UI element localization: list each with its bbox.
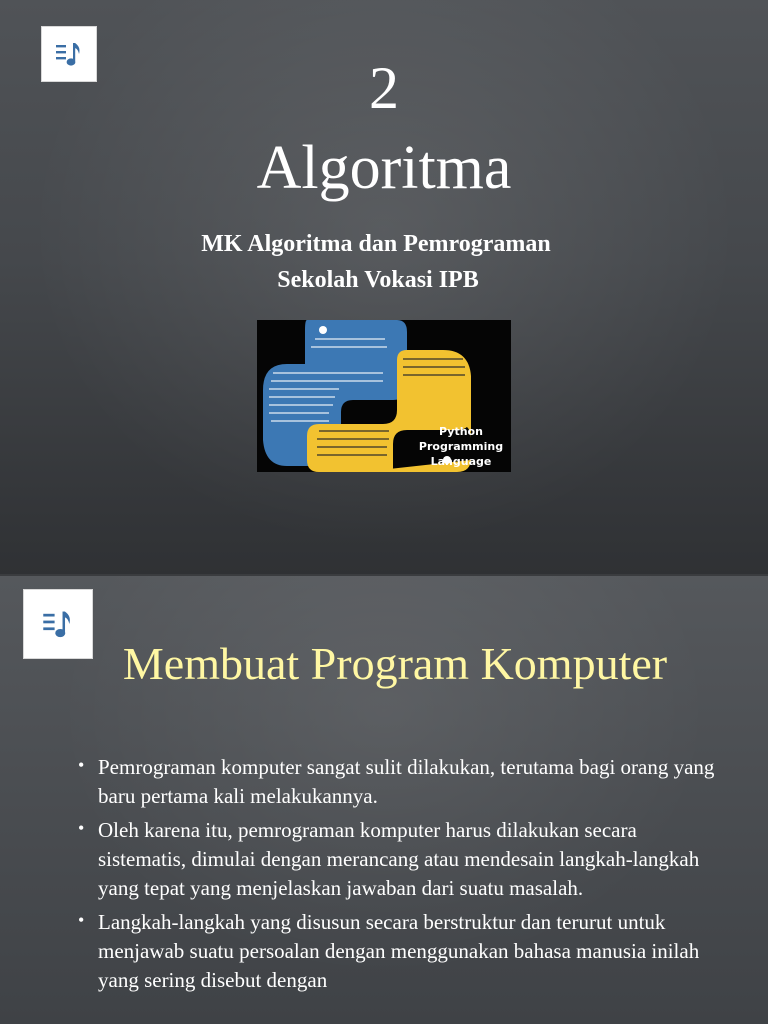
bullet-icon: • (78, 755, 85, 775)
slide-number: 2 (369, 55, 399, 121)
bullet-item: • Langkah-langkah yang disusun secara berstruktur dan terurut untuk menjawab suatu persoalan dengan menggunakan bahasa manusia inilah yang sering disebut dengan (76, 908, 716, 995)
bullet-icon: • (78, 910, 85, 930)
bullet-list (76, 753, 716, 1000)
bullet-item: • Pemrograman komputer sangat sulit dilakukan, terutama bagi orang yang baru pertama kali melakukannya. (76, 753, 716, 811)
slide-title: Membuat Program Komputer (122, 638, 668, 689)
python-logo-image (257, 320, 511, 472)
bullet-item: • Oleh karena itu, pemrograman komputer harus dilakukan secara sistematis, dimulai dengan merancang atau mendesain langkah-langkah yang tepat yang menjelaskan jawaban dari suatu masalah. (76, 816, 716, 903)
bullet-icon: • (78, 818, 85, 838)
slide-2 (0, 576, 768, 1024)
slide-title: Algoritma (256, 134, 512, 202)
python-caption: Python Programming Language (418, 425, 504, 468)
subtitle-school: Sekolah Vokasi IPB (277, 267, 479, 293)
subtitle-course: MK Algoritma dan Pemrograman (201, 231, 551, 257)
